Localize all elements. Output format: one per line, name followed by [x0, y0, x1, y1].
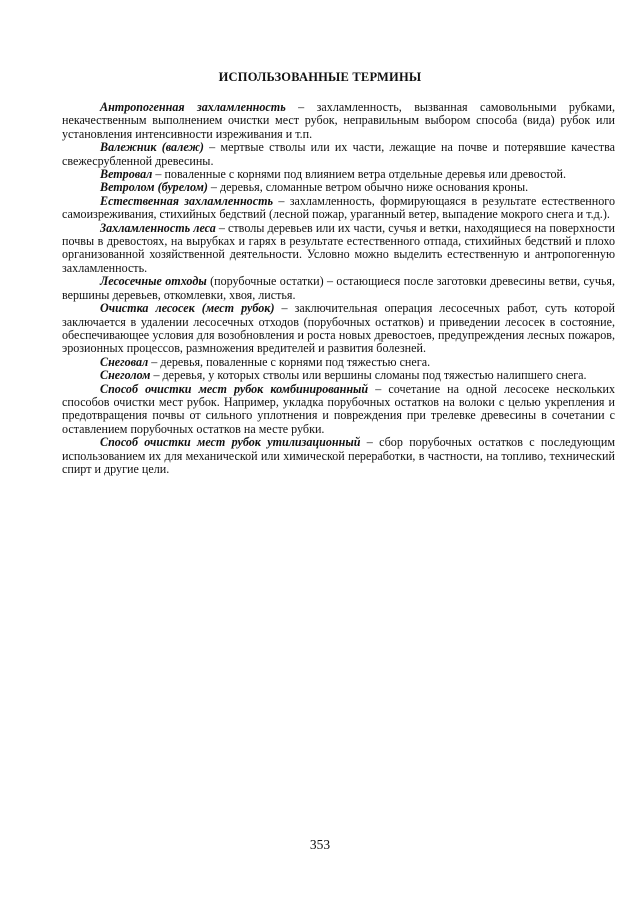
- glossary-definition: – деревья, поваленные с корнями под тяжестью снега.: [148, 354, 431, 369]
- glossary-entry: [62, 168, 615, 181]
- glossary-entry: [62, 383, 615, 437]
- glossary-term: Антропогенная захламленность: [100, 100, 286, 114]
- glossary-term: Способ очистки мест рубок утилизационный: [100, 435, 361, 450]
- glossary-term: Захламленность леса: [100, 220, 216, 235]
- glossary-term: Очистка лесосек (мест рубок): [100, 301, 275, 316]
- glossary-definition: (порубочные остатки) – остающиеся после заготовки древесины ветви, сучья, вершины деревьев, откомлевки, хвоя, листья.: [62, 274, 616, 302]
- glossary-term: Валежник (валеж): [100, 140, 204, 155]
- glossary-term: Естественная захламленность: [100, 193, 274, 208]
- glossary-definition: – сбор порубочных остатков с последующим использованием их для механической или химической переработки, в частности, на топливо, технический спирт и другие цели.: [62, 435, 615, 476]
- glossary-body: [62, 101, 615, 476]
- glossary-entry: [62, 302, 615, 356]
- glossary-term: Снеговал: [100, 354, 149, 369]
- glossary-definition: – деревья, сломанные ветром обычно ниже основания кроны.: [207, 180, 529, 195]
- glossary-term: Ветровал: [100, 167, 153, 182]
- glossary-entry: [62, 369, 615, 382]
- glossary-definition: – захламленность, формирующаяся в результате естественного самоизреживания, стихийных бедствий (лесной пожар, ураганный ветер, выпадение мокрого снега и т.д.).: [62, 193, 615, 222]
- glossary-entry: [62, 436, 615, 476]
- page-title: ИСПОЛЬЗОВАННЫЕ ТЕРМИНЫ: [218, 70, 422, 84]
- glossary-term: Лесосечные отходы: [100, 274, 207, 289]
- glossary-entry: [62, 356, 615, 369]
- glossary-definition: – стволы деревьев или их части, сучья и ветки, находящиеся на поверхности почвы в древостоях, на вырубках и гарях в результате естественного отпада, стихийных бедствий и плохо организованной хозяйственной деятельности. Условно можно выделить естественную и антропогенную захламленность.: [62, 220, 615, 275]
- glossary-definition: – сочетание на одной лесосеке нескольких способов очистки мест рубок. Например, укладка порубочных остатков на волоки с целью укрепления и предотвращения почвы от сильного уплотнения и повреждения при трелевке древесины в сочетании с оставлением порубочных остатков на месте рубки.: [62, 381, 615, 436]
- glossary-entry: [62, 275, 615, 302]
- glossary-definition: – заключительная операция лесосечных работ, суть которой заключается в удалении лесосечных отходов (порубочных остатков) и приведении лесосек в состояние, обеспечивающее условия для возобновления и роста новых древостоев, предупреждения лесных пожаров, эрозионных процессов, размножения вредителей и развития болезней.: [62, 301, 615, 356]
- glossary-term: Способ очистки мест рубок комбинированный: [100, 381, 369, 396]
- page-number: 353: [309, 837, 331, 852]
- glossary-entry: [62, 181, 615, 194]
- glossary-term: Ветролом (бурелом): [100, 180, 208, 195]
- glossary-entry: [62, 195, 615, 222]
- glossary-entry: [62, 141, 615, 168]
- glossary-definition: – поваленные с корнями под влиянием ветра отдельные деревья или древостой.: [152, 167, 567, 182]
- glossary-entry: [62, 101, 615, 141]
- glossary-term: Снеголом: [100, 368, 151, 383]
- glossary-definition: – захламленность, вызванная самовольными рубками, некачественным выполнением очистки мест рубок, неправильным выбором способа (вида) рубок или установления интенсивности изреживания и т.п.: [62, 100, 615, 141]
- glossary-definition: – мертвые стволы или их части, лежащие на почве и потерявшие качества свежесрубленной древесины.: [62, 140, 615, 168]
- glossary-definition: – деревья, у которых стволы или вершины сломаны под тяжестью налипшего снега.: [150, 368, 587, 383]
- glossary-entry: [62, 222, 615, 276]
